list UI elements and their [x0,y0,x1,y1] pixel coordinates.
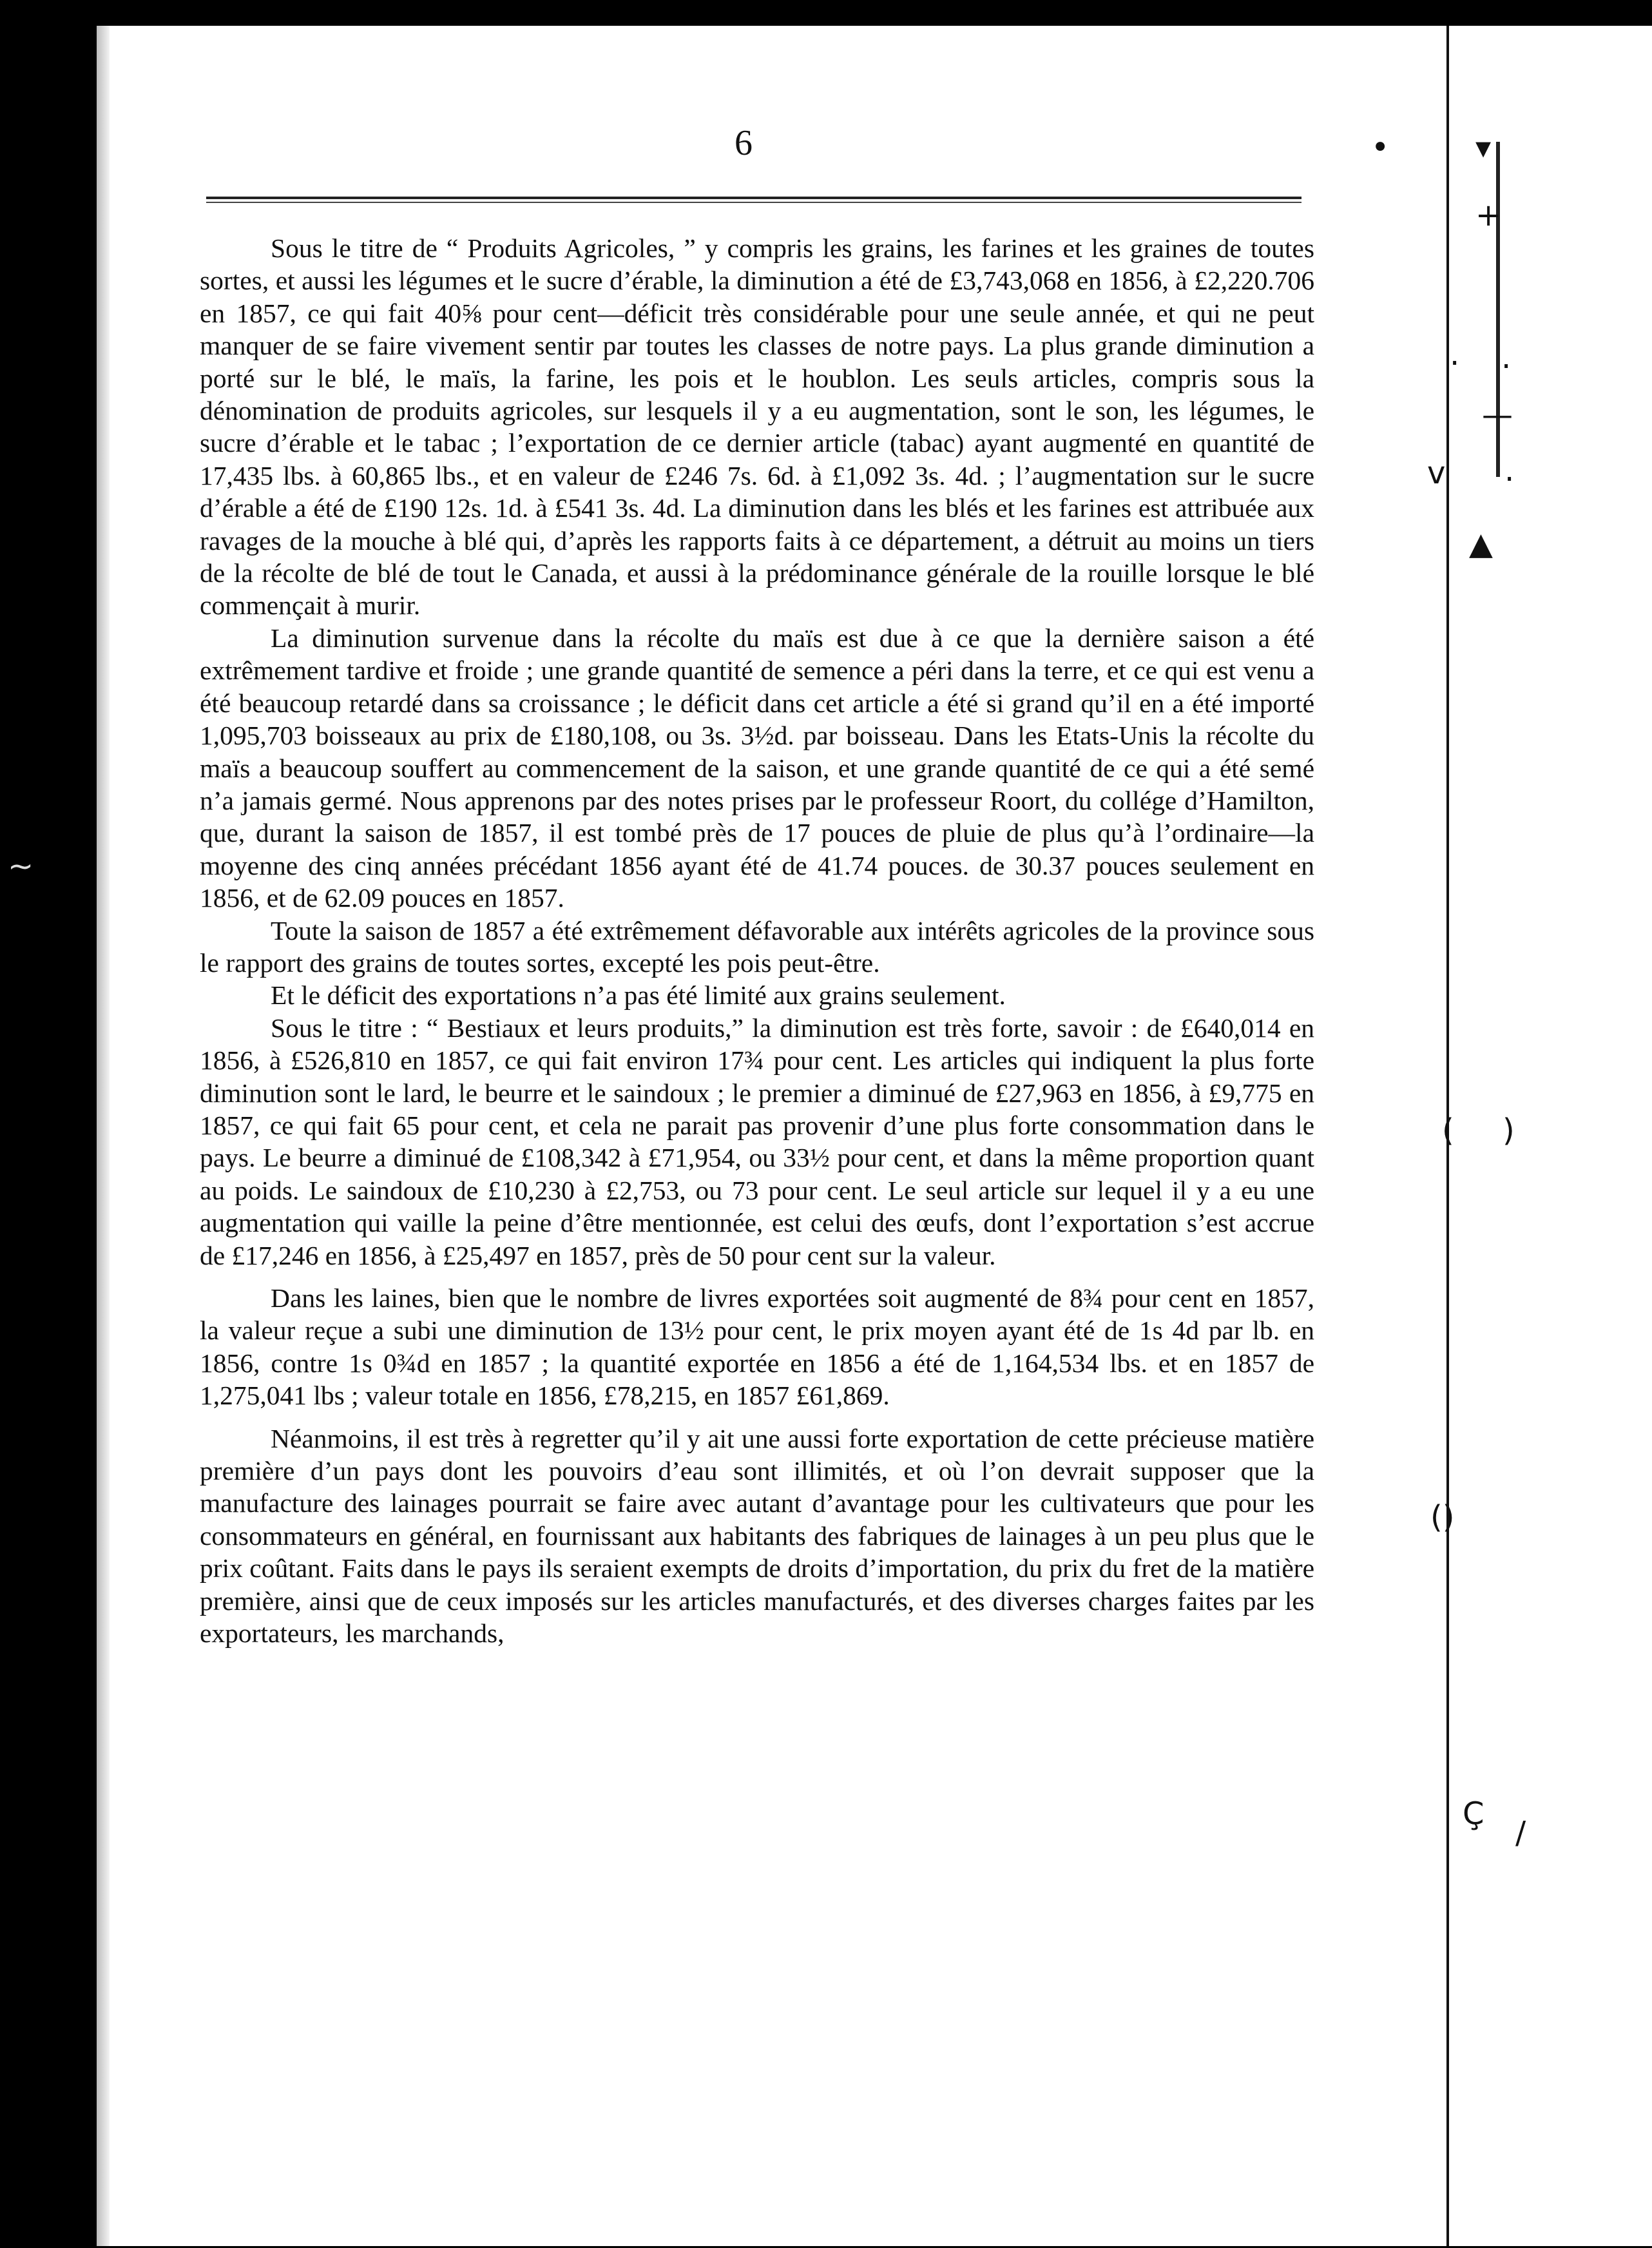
bleed-mark: / [1515,1815,1526,1851]
paragraph: Sous le titre : “ Bestiaux et leurs produits,” la diminution est très forte, savoir : de £640,014 en 1856, à £526,810 en 1857, ce qui fait environ 17¾ pour cent. Les articles qui indiquent la plus forte diminution sont le lard, le beurre et le saindoux ; le premier a diminué de £27,963 en 1856, à £9,775 en 1857, ce qui fait 65 pour cent, et cela ne parait pas provenir d’une plus forte consommation dans le pays. Le beurre a diminué de £108,342 à £71,954, ou 33½ pour cent, et dans la même proportion quant au poids. Le saindoux de £10,230 à £2,753, ou 73 pour cent. Le seul article sur lequel il y a eu une augmentation qui vaille la peine d’être mentionnée, est celui des œufs, dont l’exportation s’est accrue de £17,246 en 1856, à £25,497 en 1857, près de 50 pour cent sur la valeur. [200,1013,1314,1270]
paragraph: Et le déficit des exportations n’a pas été limité aux grains seulement. [271,980,1006,1011]
paragraph: Toute la saison de 1857 a été extrêmement défavorable aux intérêts agricoles de la province sous le rapport des grains de toutes sortes, excepté les pois peut-être. [200,915,1314,978]
adjacent-page-strip [1446,26,1652,2246]
bleed-mark: · [1501,349,1512,385]
page-number: 6 [735,123,753,163]
bleed-mark: v [1427,455,1446,491]
paragraph: Dans les laines, bien que le nombre de livres exportées soit augmenté de 8¾ pour cent en 1857, la valeur reçue a subi une diminution de 13½ pour cent, le prix moyen ayant été de 1s 4d par lb. en 1856, contre 1s 0¾d en 1857 ; la quantité exportée en 1856 a été de 1,164,534 lbs. et en 1857 de 1,275,041 lbs ; valeur totale en 1856, £78,215, en 1857 £61,869. [200,1283,1314,1411]
left-margin-mark: ~ [8,848,34,884]
bleed-mark: — [1482,397,1513,433]
paragraph: La diminution survenue dans la récolte du maïs est due à ce que la dernière saison a été extrêmement tardive et froide ; une grande quantité de semence a péri dans la terre, et ce qui est venu a été beaucoup retardé dans sa croissance ; le déficit dans cet article a été si grand qu’il en a été importé 1,095,703 boisseaux au prix de £180,108, ou 3s. 3½d. par boisseau. Dans les Etats-Unis la récolte du maïs a beaucoup souffert au commencement de la saison, et une grande quantité de ce qui a été semé n’a jamais germé. Nous apprenons par des notes prises par le professeur Roort, du collége d’Hamilton, que, durant la saison de 1857, il est tombé près de 17 pouces de pluie de plus qu’à l’ordinaire—la moyenne des cinq années précédant 1856 ayant été de 41.74 pouces. de 30.37 pouces seulement en 1856, et de 62.09 pouces en 1857. [200,623,1314,913]
bleed-mark: + [1475,197,1502,233]
paragraph: Néanmoins, il est très à regretter qu’il y ait une aussi forte exportation de cette précieuse matière première d’un pays dont les pouvoirs d’eau sont illimités, et où l’on devrait supposer que la manufacture des lainages pourrait se faire avec autant d’avantage pour les cultivateurs que pour les consommateurs en général, en fournissant aux habitants des fabriques de lainages à un peu plus que le prix coûtant. Faits dans le pays ils seraient exempts de droits d’importation, du prix du fret de la matière première, ainsi que de ceux imposés sur les articles manufacturés, et des diverses charges faites par les exportateurs, les marchands, [200,1423,1314,1649]
bleed-mark: · [1504,461,1515,498]
bleed-mark: ( [1442,1112,1454,1148]
bleed-mark: ▾ [1475,130,1492,166]
body-text [200,232,1314,1649]
bleed-mark: ▲ [1469,526,1493,562]
page-left-edge-shadow [97,26,110,2246]
bleed-mark: · [1450,345,1460,382]
bleed-mark: ) [1503,1112,1515,1148]
paragraph: Sous le titre de “ Produits Agricoles, ” y compris les grains, les farines et les graines de toutes sortes, et aussi les légumes et le sucre d’érable, la diminution a été de £3,743,068 en 1856, à £2,220.706 en 1857, ce qui fait 40⅝ pour cent—déficit très considérable pour une seule année, et qui ne peut manquer de se faire vivement sentir par toutes les classes de notre pays. La plus grande diminution a porté sur le blé, le maïs, la farine, les pois et le houblon. Les seuls articles, compris sous la dénomination de produits agricoles, sur lesquels il y a eu augmentation, sont le son, les légumes, le sucre d’érable et le tabac ; l’exportation de ce dernier article (tabac) ayant augmenté en quantité de 17,435 lbs. à 60,865 lbs., et en valeur de £246 7s. 6d. à £1,092 3s. 4d. ; l’augmentation sur le sucre d’érable a été de £190 12s. 1d. à £541 3s. 4d. La diminution dans les blés et les farines est attribuée aux ravages de la mouche à blé qui, d’après les rapports faits à ce département, a détruit au moins un tiers de la récolte de blé de tout le Canada, et aussi à la prédominance générale de la rouille lorsque le blé commençait à murir. [200,233,1314,621]
bleed-mark: Ç [1463,1796,1484,1832]
header-rule [206,197,1301,203]
bleed-dot-mark: • [1371,130,1390,166]
bleed-mark: () [1430,1499,1455,1535]
